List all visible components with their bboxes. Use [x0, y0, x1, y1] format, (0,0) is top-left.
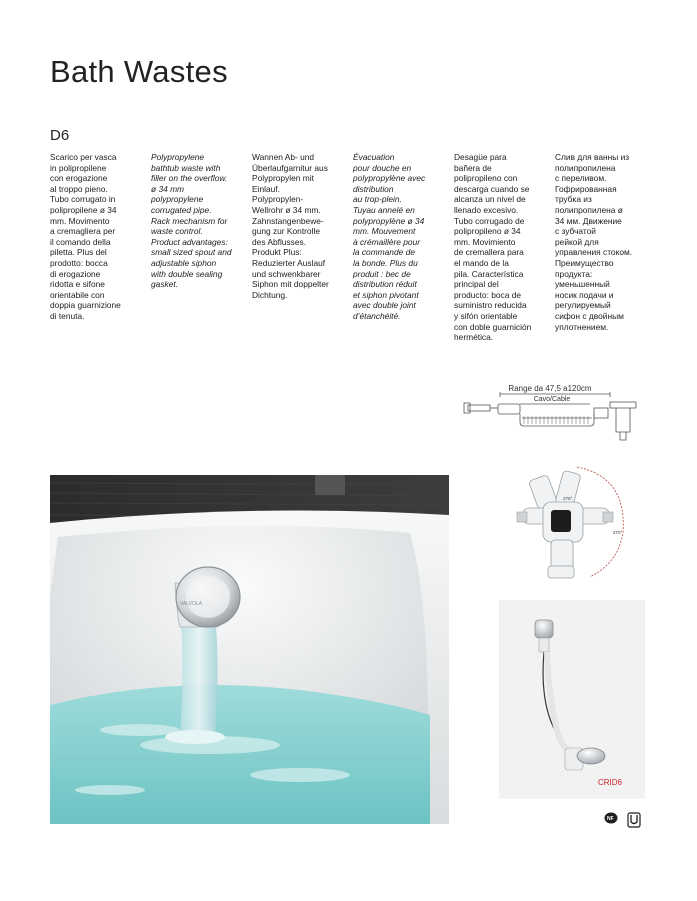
overflow-pipe	[547, 652, 573, 752]
waste-technical-diagram	[460, 392, 650, 444]
angle-label-top: 270°	[563, 496, 573, 501]
brand-mark: VALVOLA	[180, 601, 203, 607]
siphon-rotation-diagram	[515, 462, 635, 597]
drain-plug-chrome	[577, 748, 605, 764]
description-french: Évacuation pour douche en polypropylène avec distribution au trop-plein. Tuyau annelé en polypropylène ø 34 mm. Mouvement à crémaillère pour la commande de la bonde. Plus du produit : bec de distribution réduit et siphon pivotant avec double joint d’étanchéité.	[353, 152, 426, 321]
overflow-head	[468, 405, 490, 411]
cable-label: Cavo/Cable	[533, 396, 571, 403]
nf-label: NF	[607, 816, 614, 822]
description-english: Polypropylene bathtub waste with filler on the overflow. ø 34 mm polypropylene corrugated pipe. Rack mechanism for waste control. Product advantages: small sized spout and adjustable siphon with double sealing gasket.	[151, 152, 232, 290]
wall-fixture	[315, 475, 345, 495]
bathtub-photo	[50, 475, 449, 824]
page-title: Bath Wastes	[50, 54, 228, 89]
nf-certification-icon	[604, 812, 618, 824]
description-italian: Scarico per vasca in polipropilene con erogazione al troppo pieno. Tubo corrugato in polipropilene ø 34 mm. Movimento a cremagliera per il comando della piletta. Plus del prodotto: bocca di erogazione ridotta e sifone orientabile con doppia guarnizione di tenuta.	[50, 152, 121, 321]
water-stream	[180, 613, 218, 737]
description-russian: Слив для ванны из полипропилена с переливом. Гофрированная трубка из полипропилена ø 34 мм. Движение с зубчатой рейкой для управления стоком. Преимущество продукта: уменьшенный носик подачи и регулируемый сифон с двойным уплотнением.	[555, 152, 633, 332]
corrugated-pipe	[520, 414, 594, 426]
bath-water	[50, 685, 430, 824]
product-code: D6	[50, 127, 70, 144]
product-crid6-box	[499, 600, 645, 799]
product-crid6-image	[499, 600, 645, 799]
description-german: Wannen Ab- und Überlaufgarnitur aus Polypropylen mit Einlauf. Polypropylen- Wellrohr ø 34 mm. Zahnstangenbewe- gung zur Kontrolle des Abflusses. Produkt Plus: Reduzierter Auslauf und schwenkbarer Siphon mit doppelter Dichtung.	[252, 152, 329, 300]
range-label: Range da 47,5 a120cm	[508, 384, 592, 393]
overflow-cap	[535, 620, 553, 638]
siphon-certification-icon	[627, 812, 641, 828]
angle-label-right: 270°	[613, 530, 623, 535]
description-spanish: Desagüe para bañera de polipropileno con descarga cuando se alcanza un nivel de llenado excesivo. Tubo corrugado de polipropileno ø 34 mm. Movimiento de cremallera para el mando de la pila. Característica principal del producto: boca de suministro reducida y sifón orientable con doble guarnición hermética.	[454, 152, 532, 343]
drain-plug	[610, 402, 636, 408]
product-label: CRID6	[598, 778, 623, 787]
siphon-body	[551, 510, 571, 532]
